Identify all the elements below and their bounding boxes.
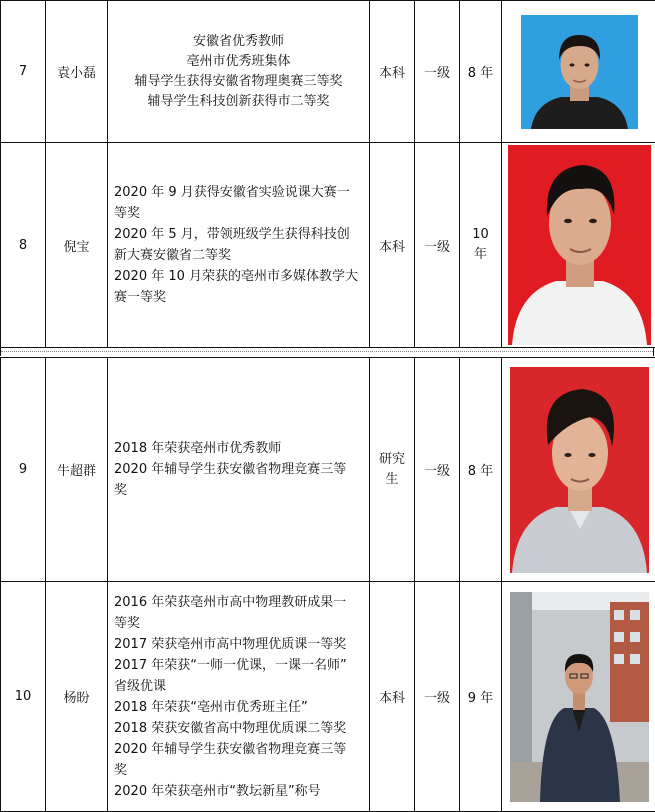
achievement-line: 2020 年辅导学生获安徽省物理竞赛三等 <box>114 459 363 480</box>
achievement-line: 等奖 <box>114 613 363 634</box>
achievement-line: 2020 年 5 月，带领班级学生获得科技创 <box>114 224 363 245</box>
portrait-image <box>510 592 649 802</box>
row-number: 8 <box>1 143 46 348</box>
teaching-years-number: 10 <box>460 225 501 245</box>
achievement-line: 2018 荣获安徽省高中物理优质课二等奖 <box>114 718 363 739</box>
achievement-line: 安徽省优秀教师 <box>108 32 369 52</box>
achievement-line: 辅导学生科技创新获得市二等奖 <box>108 92 369 112</box>
achievements-cell <box>108 582 370 812</box>
achievement-line: 省级优课 <box>114 676 363 697</box>
achievement-line: 新大赛安徽省二等奖 <box>114 245 363 266</box>
education: 本科 <box>370 1 415 143</box>
table-row <box>1 1 655 143</box>
table-row <box>1 143 655 348</box>
professional-title: 一级 <box>415 143 460 348</box>
education-line: 研究 <box>370 450 414 470</box>
teaching-years <box>460 143 502 348</box>
achievement-line: 奖 <box>114 760 363 781</box>
photo-cell <box>502 143 655 348</box>
achievement-line: 辅导学生获得安徽省物理奥赛三等奖 <box>108 72 369 92</box>
portrait-image <box>508 145 651 345</box>
achievement-line: 2016 年荣获亳州市高中物理教研成果一 <box>114 592 363 613</box>
achievement-line: 2020 年荣获亳州市“教坛新星”称号 <box>114 781 363 802</box>
education-line: 生 <box>370 470 414 490</box>
achievement-line: 2017 荣获亳州市高中物理优质课一等奖 <box>114 634 363 655</box>
achievement-line: 奖 <box>114 480 363 501</box>
table-row <box>1 358 655 582</box>
portrait-image <box>521 15 638 129</box>
achievement-line: 2020 年辅导学生获安徽省物理竞赛三等 <box>114 739 363 760</box>
photo-cell <box>502 582 655 812</box>
achievement-line: 2020 年 10 月荣获的亳州市多媒体教学大 <box>114 266 363 287</box>
table-row <box>1 582 655 812</box>
education: 本科 <box>370 143 415 348</box>
photo-cell <box>502 1 655 143</box>
teaching-years: 8 年 <box>460 358 502 582</box>
teacher-name: 牛超群 <box>46 358 108 582</box>
row-number: 7 <box>1 1 46 143</box>
photo-cell <box>502 358 655 582</box>
achievements-cell <box>108 358 370 582</box>
teaching-years: 8 年 <box>460 1 502 143</box>
professional-title: 一级 <box>415 1 460 143</box>
achievement-line: 赛一等奖 <box>114 287 363 308</box>
achievements-cell <box>108 1 370 143</box>
achievement-line: 2018 年荣获亳州市优秀教师 <box>114 438 363 459</box>
teaching-years: 9 年 <box>460 582 502 812</box>
staff-table-bottom <box>0 357 655 812</box>
achievements-cell <box>108 143 370 348</box>
achievement-line: 亳州市优秀班集体 <box>108 52 369 72</box>
portrait-image <box>510 367 649 573</box>
teaching-years-unit: 年 <box>460 245 501 265</box>
portrait-photo <box>508 145 651 345</box>
table-page-break <box>0 348 654 356</box>
portrait-photo <box>510 592 649 802</box>
teacher-name: 袁小磊 <box>46 1 108 143</box>
staff-table-top <box>0 0 655 348</box>
education <box>370 358 415 582</box>
row-number: 9 <box>1 358 46 582</box>
row-number: 10 <box>1 582 46 812</box>
professional-title: 一级 <box>415 582 460 812</box>
teacher-name: 杨盼 <box>46 582 108 812</box>
achievement-line: 2018 年荣获“亳州市优秀班主任” <box>114 697 363 718</box>
achievement-line: 2017 年荣获“一师一优课，一课一名师” <box>114 655 363 676</box>
education: 本科 <box>370 582 415 812</box>
achievement-line: 2020 年 9 月获得安徽省实验说课大赛一 <box>114 182 363 203</box>
professional-title: 一级 <box>415 358 460 582</box>
teacher-name: 倪宝 <box>46 143 108 348</box>
achievement-line: 等奖 <box>114 203 363 224</box>
portrait-photo <box>521 15 638 129</box>
portrait-photo <box>510 367 649 573</box>
